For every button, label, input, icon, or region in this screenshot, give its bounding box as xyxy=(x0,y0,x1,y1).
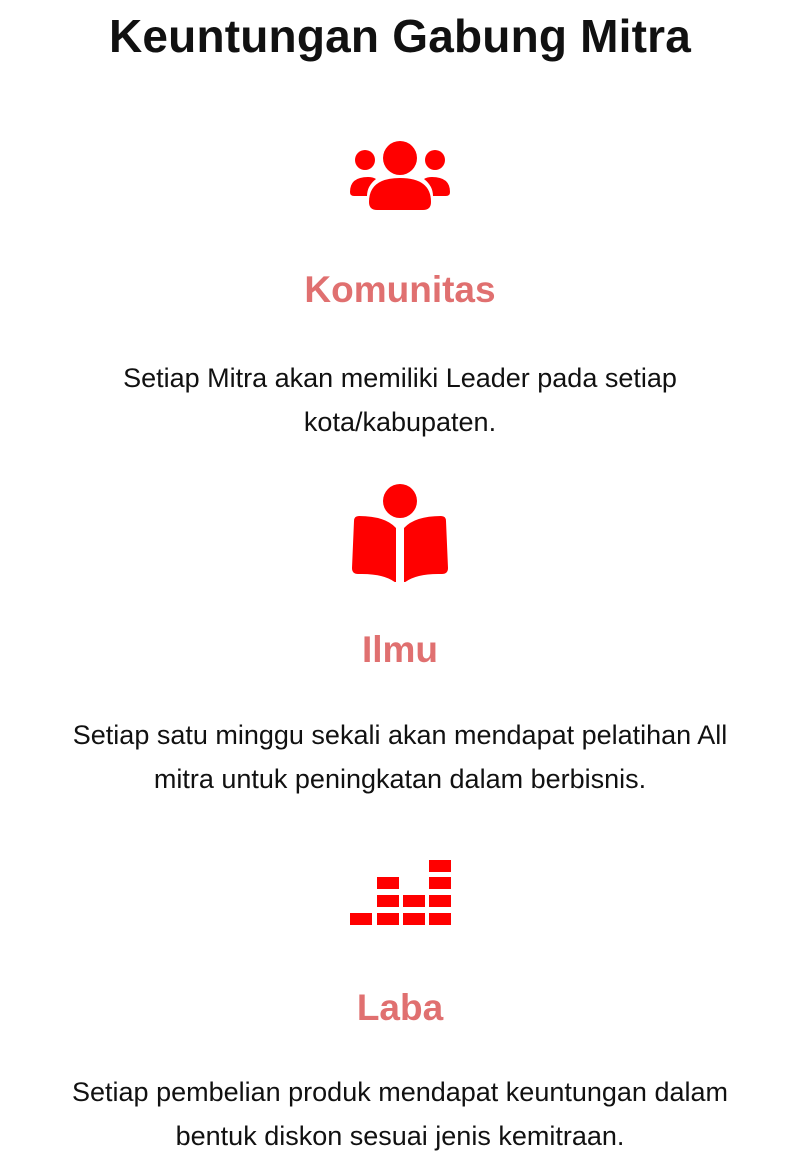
feature-title-ilmu: Ilmu xyxy=(361,629,439,670)
feature-title-komunitas: Komunitas xyxy=(304,269,496,310)
feature-description-ilmu: Setiap satu minggu sekali akan mendapat pelatihan All mitra untuk peningkatan dalam berbisnis. xyxy=(72,720,728,794)
equalizer-bars-icon xyxy=(340,845,460,945)
feature-description-komunitas: Setiap Mitra akan memiliki Leader pada setiap kota/kabupaten. xyxy=(123,363,677,437)
page-title: Keuntungan Gabung Mitra xyxy=(108,10,692,62)
reader-book-icon xyxy=(340,482,460,582)
feature-title-laba: Laba xyxy=(356,987,444,1028)
users-group-icon xyxy=(340,122,460,222)
feature-description-laba: Setiap pembelian produk mendapat keuntungan dalam bentuk diskon sesuai jenis kemitraan. xyxy=(72,1077,728,1151)
